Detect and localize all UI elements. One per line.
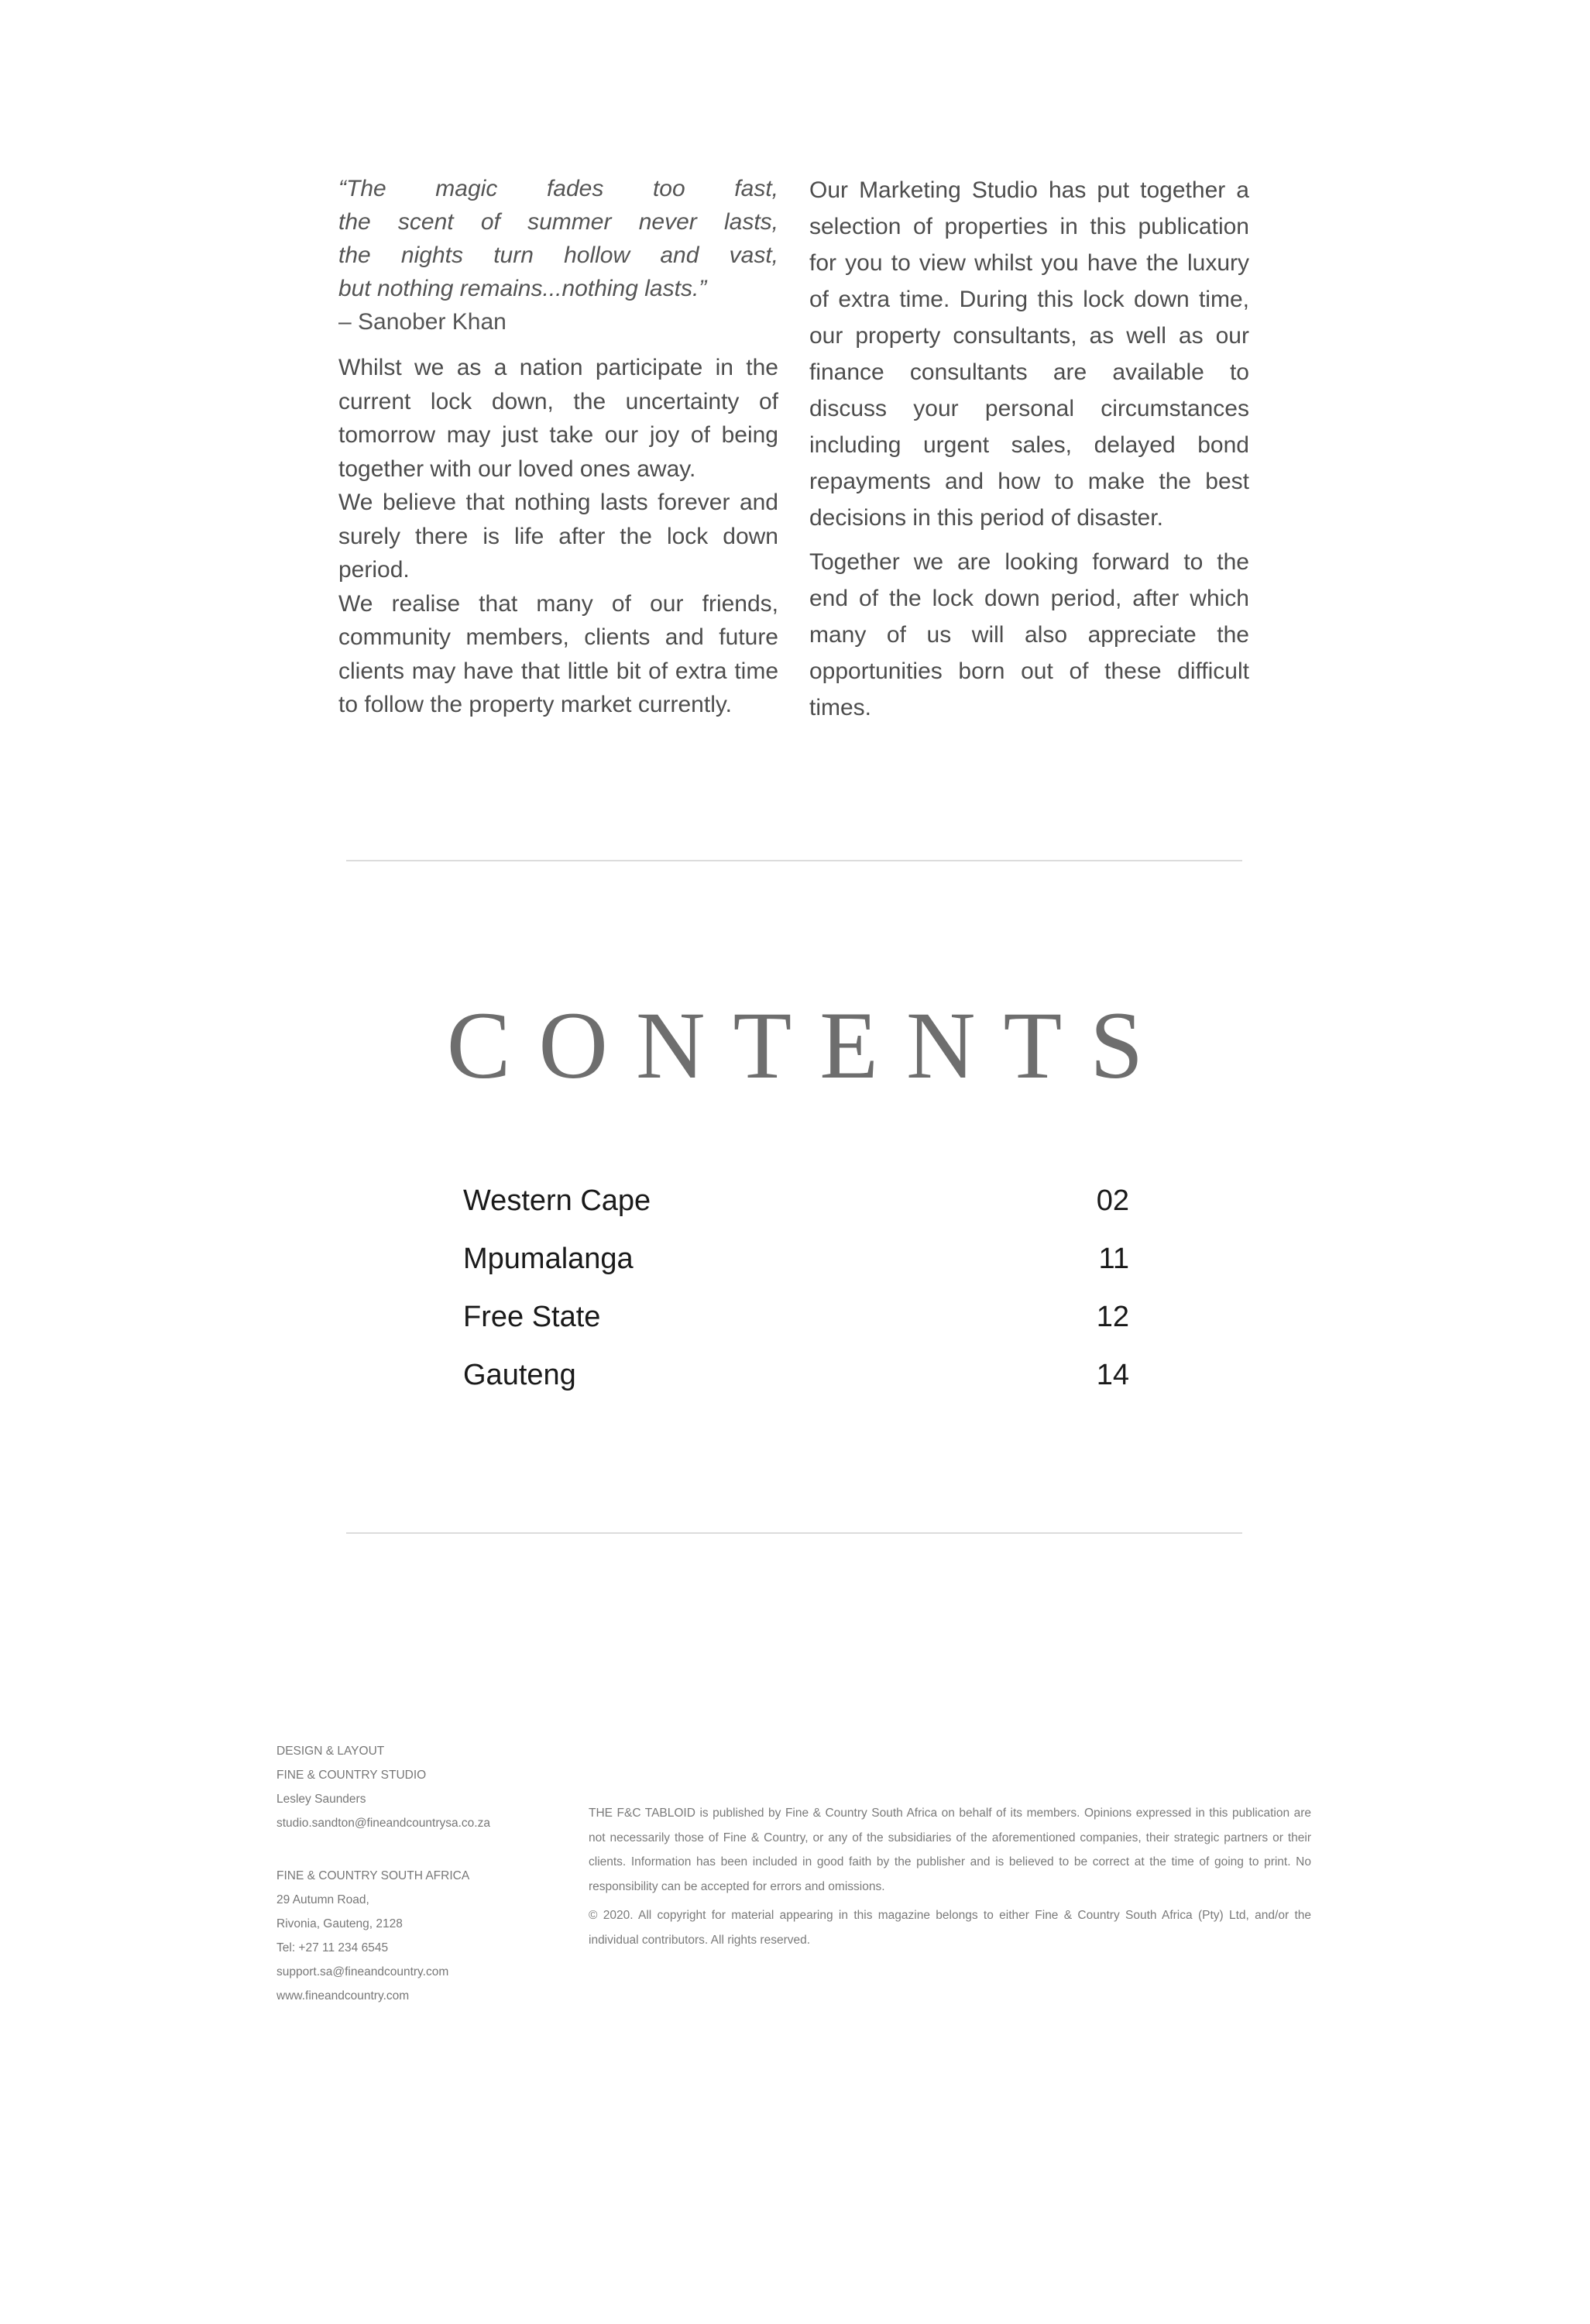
- quote-line: the nights turn hollow and vast,: [338, 242, 778, 268]
- contents-item[interactable]: [463, 1177, 1129, 1236]
- contents-item-page: 14: [1096, 1359, 1129, 1391]
- divider: [346, 1532, 1242, 1534]
- credit-line: DESIGN & LAYOUT: [276, 1745, 385, 1758]
- company-phone: Tel: +27 11 234 6545: [276, 1941, 389, 1954]
- legal-paragraph: THE F&C TABLOID is published by Fine & Country South Africa on behalf of its members. Opinions expressed in this publication are not necessarily those of Fine & Country, or any of the subsidiaries of the aforementioned companies, their strategic partners or their clients. Information has been included in good faith by the publisher and is believed to be correct at the time of going to print. No responsibility can be accepted for errors and omissions.: [589, 1807, 1311, 1893]
- intro-paragraph: Whilst we as a nation participate in the current lock down, the uncertainty of tomorrow may just take our joy of being together with our loved ones away.: [338, 355, 778, 482]
- studio-email-link[interactable]: studio.sandton@fineandcountrysa.co.za: [276, 1817, 490, 1830]
- intro-paragraph: Our Marketing Studio has put together a selection of properties in this publication for you to view whilst you have the luxury of extra time. During this lock down time, our property consultants, as well as our finance consultants are available to discuss your personal circumstances including urgent sales, delayed bond repayments and how to make the best decisions in this period of disaster.: [809, 177, 1249, 531]
- contents-item-label: Gauteng: [463, 1359, 576, 1391]
- contents-heading: CONTENTS: [446, 992, 1172, 1098]
- company-line: FINE & COUNTRY SOUTH AFRICA: [276, 1869, 470, 1882]
- contents-item-label: Western Cape: [463, 1184, 651, 1217]
- quote-line: but nothing remains...nothing lasts.”: [338, 276, 707, 301]
- contents-list: [463, 1177, 1129, 1410]
- intro-left-column: [338, 172, 778, 722]
- contents-item-page: 12: [1096, 1301, 1129, 1333]
- footer-credits: [276, 1739, 571, 2008]
- contents-item[interactable]: [463, 1236, 1129, 1294]
- company-line: Rivonia, Gauteng, 2128: [276, 1917, 403, 1930]
- company-line: 29 Autumn Road,: [276, 1893, 369, 1906]
- divider: [346, 860, 1242, 861]
- intro-paragraph: We realise that many of our friends, community members, clients and future clients may have that little bit of extra time to follow the property market currently.: [338, 590, 778, 717]
- credit-line: FINE & COUNTRY STUDIO: [276, 1769, 427, 1782]
- contents-item[interactable]: [463, 1352, 1129, 1410]
- copyright-paragraph: © 2020. All copyright for material appearing in this magazine belongs to either Fine & Country South Africa (Pty) Ltd, and/or the individual contributors. All rights reserved.: [589, 1909, 1311, 1947]
- quote-author: – Sanober Khan: [338, 309, 507, 335]
- credit-line: Lesley Saunders: [276, 1793, 366, 1806]
- contents-item-page: 02: [1096, 1184, 1129, 1217]
- website-link[interactable]: www.fineandcountry.com: [276, 1989, 410, 2003]
- quote-line: “The magic fades too fast,: [338, 176, 778, 201]
- quote-line: the scent of summer never lasts,: [338, 209, 778, 235]
- quote: [338, 172, 778, 339]
- contents-item-label: Mpumalanga: [463, 1243, 634, 1275]
- intro-right-column: [809, 172, 1249, 726]
- contents-item[interactable]: [463, 1294, 1129, 1352]
- contents-item-label: Free State: [463, 1301, 601, 1333]
- intro-paragraph: We believe that nothing lasts forever and surely there is life after the lock down period.: [338, 490, 778, 583]
- support-email-link[interactable]: support.sa@fineandcountry.com: [276, 1965, 449, 1978]
- intro-paragraph: Together we are looking forward to the end of the lock down period, after which many of us will also appreciate the opportunities born out of these difficult times.: [809, 549, 1249, 720]
- contents-item-page: 11: [1098, 1243, 1129, 1275]
- footer-legal: [589, 1801, 1311, 1952]
